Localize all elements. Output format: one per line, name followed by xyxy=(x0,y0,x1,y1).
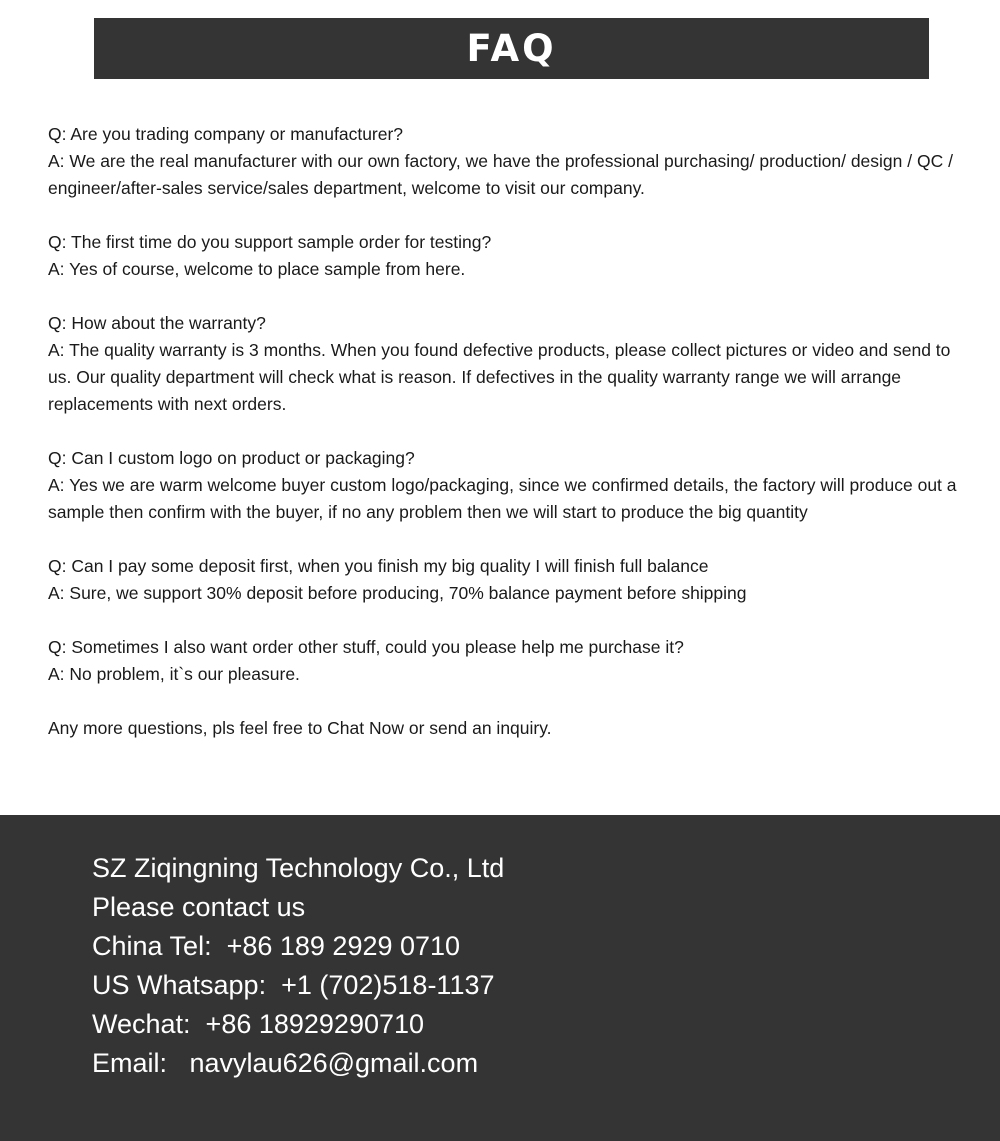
faq-answer: A: We are the real manufacturer with our own factory, we have the professional purchasing/ production/ design / QC / engineer/after-sales service/sales department, welcome to visit our company. xyxy=(48,151,953,198)
company-name: SZ Ziqingning Technology Co., Ltd xyxy=(92,853,505,883)
faq-question: Q: The first time do you support sample order for testing? xyxy=(48,232,492,252)
faq-item-deposit xyxy=(48,553,978,607)
faq-question: Q: Can I pay some deposit first, when you finish my big quality I will finish full balance xyxy=(48,556,709,576)
faq-item-warranty xyxy=(48,310,978,418)
faq-answer: A: Yes we are warm welcome buyer custom logo/packaging, since we confirmed details, the factory will produce out a sample then confirm with the buyer, if no any problem then we will start to produce the big quantity xyxy=(48,475,957,522)
faq-item-trading-or-manufacturer xyxy=(48,121,978,202)
faq-answer: A: No problem, it`s our pleasure. xyxy=(48,664,300,684)
email: Email: navylau626@gmail.com xyxy=(92,1048,479,1078)
closing-note: Any more questions, pls feel free to Chat Now or send an inquiry. xyxy=(48,718,552,738)
china-tel: China Tel: +86 189 2929 0710 xyxy=(92,931,461,961)
faq-question: Q: Are you trading company or manufacturer? xyxy=(48,124,404,144)
contact-footer xyxy=(0,815,1000,1141)
faq-item-sample-order xyxy=(48,229,978,283)
wechat: Wechat: +86 18929290710 xyxy=(92,1009,425,1039)
page-title: FAQ xyxy=(466,27,557,70)
faq-item-custom-logo xyxy=(48,445,978,526)
faq-answer: A: The quality warranty is 3 months. When you found defective products, please collect pictures or video and send to us. Our quality department will check what is reason. If defectives in the quality warranty range we will arrange replacements with next orders. xyxy=(48,340,951,414)
faq-question: Q: Sometimes I also want order other stuff, could you please help me purchase it? xyxy=(48,637,684,657)
contact-block xyxy=(92,849,504,1083)
faq-answer: A: Sure, we support 30% deposit before producing, 70% balance payment before shipping xyxy=(48,583,747,603)
faq-question: Q: How about the warranty? xyxy=(48,313,266,333)
faq-item-purchase-other-stuff xyxy=(48,634,978,688)
faq-header-banner xyxy=(94,18,929,79)
us-whatsapp: US Whatsapp: +1 (702)518-1137 xyxy=(92,970,495,1000)
faq-answer: A: Yes of course, welcome to place sample from here. xyxy=(48,259,466,279)
faq-list xyxy=(48,121,978,742)
contact-prompt: Please contact us xyxy=(92,892,306,922)
faq-question: Q: Can I custom logo on product or packaging? xyxy=(48,448,415,468)
